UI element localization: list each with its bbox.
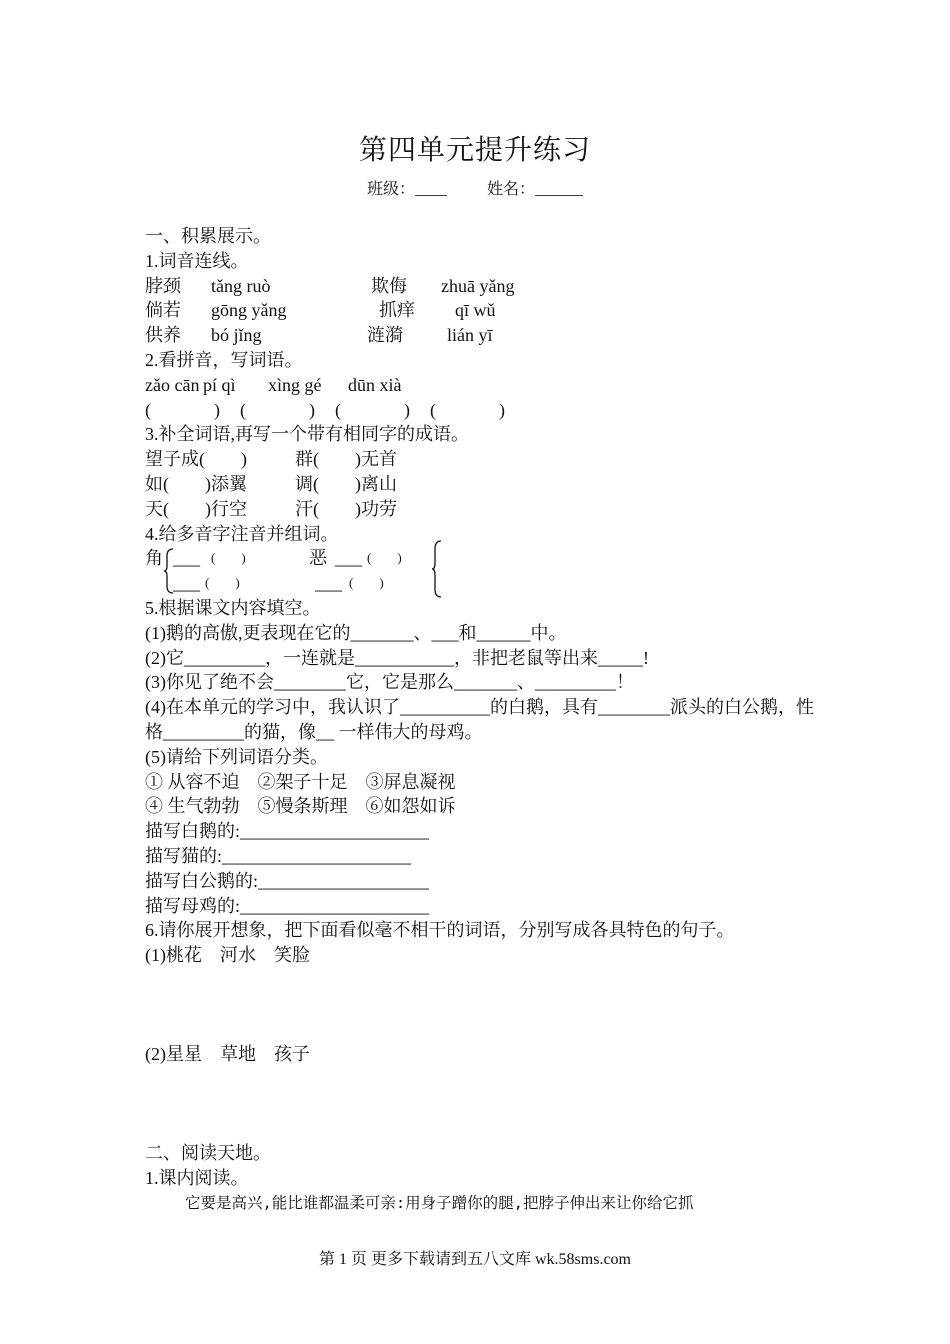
classify-line[interactable]: 描写白鹅的:_____________________ (145, 821, 430, 842)
answer-blank[interactable]: ( ) (145, 399, 220, 420)
page-title: 第四单元提升练习 (358, 135, 591, 166)
q2-pinyin-row (145, 373, 815, 398)
q4-title: 4.给多音字注音并组词。 (145, 523, 339, 544)
word: 供养 (145, 325, 181, 346)
worksheet-body (145, 224, 815, 1216)
name-label: 姓名：______ (487, 181, 584, 198)
pinyin: bó jǐng (211, 325, 262, 346)
pinyin: zǎo cān (145, 374, 200, 395)
pinyin: lián yī (447, 325, 493, 346)
polyphone-char-e: 恶 (309, 548, 327, 569)
answer-paren[interactable]: ( ) (211, 550, 246, 566)
answer-blank[interactable]: ___ (173, 548, 200, 569)
word: 抓痒 (379, 300, 415, 321)
answer-blank[interactable]: ___ (173, 573, 200, 594)
q6-title: 6.请你展开想象，把下面看似毫不相干的词语，分别写成各具特色的句子。 (145, 920, 735, 941)
answer-blank[interactable]: ( ) (240, 399, 315, 420)
q4-polyphone-block (145, 546, 815, 596)
q3-row (145, 497, 815, 522)
classify-line[interactable]: 描写猫的:_____________________ (145, 845, 412, 866)
pinyin: xìng gé (268, 374, 322, 395)
section1-heading: 一、积累展示。 (145, 226, 271, 246)
pinyin: zhuā yǎng (441, 275, 515, 296)
q6-item: (2)星星 草地 孩子 (145, 1044, 310, 1065)
q3-row (145, 472, 815, 497)
brace-icon (431, 540, 443, 598)
q5-title: 5.根据课文内容填空。 (145, 597, 321, 618)
q5-fill-line[interactable]: (1)鹅的高傲,更表现在它的_______、___和______中。 (145, 622, 567, 643)
pinyin: tǎng ruò (211, 275, 271, 296)
q1-title: 1.词音连线。 (145, 250, 249, 271)
class-label: 班级：____ (366, 181, 447, 198)
q5-options: ④ 生气勃勃 ⑤慢条斯理 ⑥如怨如诉 (145, 796, 456, 817)
answer-blank[interactable]: ___ (315, 573, 342, 594)
idiom-blank[interactable]: 调( )离山 (295, 473, 397, 494)
idiom-blank[interactable]: 天( )行空 (145, 498, 247, 519)
pinyin: qī wǔ (455, 300, 496, 321)
word: 倘若 (145, 300, 181, 321)
idiom-blank[interactable]: 汗( )功劳 (295, 498, 397, 519)
q3-title: 3.补全词语,再写一个带有相同字的成语。 (145, 424, 469, 445)
pinyin: gōng yǎng (211, 300, 287, 321)
q1-row (145, 323, 815, 348)
q1-row (145, 274, 815, 299)
reading-passage: 它要是高兴,能比谁都温柔可亲:用身子蹭你的腿,把脖子伸出来让你给它抓 (185, 1194, 694, 1213)
section2-heading: 二、阅读天地。 (145, 1143, 271, 1164)
reading-q1-title: 1.课内阅读。 (145, 1168, 249, 1189)
idiom-blank[interactable]: 如( )添翼 (145, 473, 247, 494)
answer-blank[interactable]: ( ) (335, 399, 410, 420)
page-footer: 第 1 页 更多下载请到五八文库 wk.58sms.com (318, 1251, 631, 1268)
q5-fill-line[interactable]: (4)在本单元的学习中，我认识了__________的白鹅，具有________派头的白公鹅，性格_________的猫，像__ 一样伟大的母鸡。 (145, 697, 814, 742)
q5-subtitle: (5)请给下列词语分类。 (145, 746, 328, 767)
idiom-blank[interactable]: 群( )无首 (295, 449, 397, 470)
student-info-line (0, 176, 950, 199)
word: 涟漪 (367, 325, 403, 346)
q5-fill-line[interactable]: (3)你见了绝不会________它，它是那么_______、_________！ (145, 672, 634, 693)
q2-title: 2.看拼音，写词语。 (145, 349, 303, 370)
answer-blank[interactable]: ( ) (430, 399, 505, 420)
q2-blanks-row (145, 398, 815, 423)
classify-line[interactable]: 描写白公鹅的:___________________ (145, 870, 430, 891)
word: 脖颈 (145, 275, 181, 296)
q3-row (145, 447, 815, 472)
classify-line[interactable]: 描写母鸡的:_____________________ (145, 895, 430, 916)
q1-row (145, 298, 815, 323)
q6-item: (1)桃花 河水 笑脸 (145, 945, 310, 966)
answer-paren[interactable]: ( ) (367, 550, 402, 566)
answer-blank[interactable]: ___ (335, 548, 362, 569)
polyphone-char-jiao: 角 (145, 548, 163, 569)
pinyin: pí qì (203, 374, 236, 395)
q5-options: ① 从容不迫 ②架子十足 ③屏息凝视 (145, 771, 456, 792)
answer-paren[interactable]: ( ) (349, 575, 384, 591)
idiom-blank[interactable]: 望子成( ) (145, 449, 247, 470)
q5-fill-line[interactable]: (2)它_________，一连就是___________，非把老鼠等出来_____! (145, 647, 649, 668)
answer-paren[interactable]: ( ) (205, 575, 240, 591)
word: 欺侮 (371, 275, 407, 296)
pinyin: dūn xià (348, 374, 402, 395)
